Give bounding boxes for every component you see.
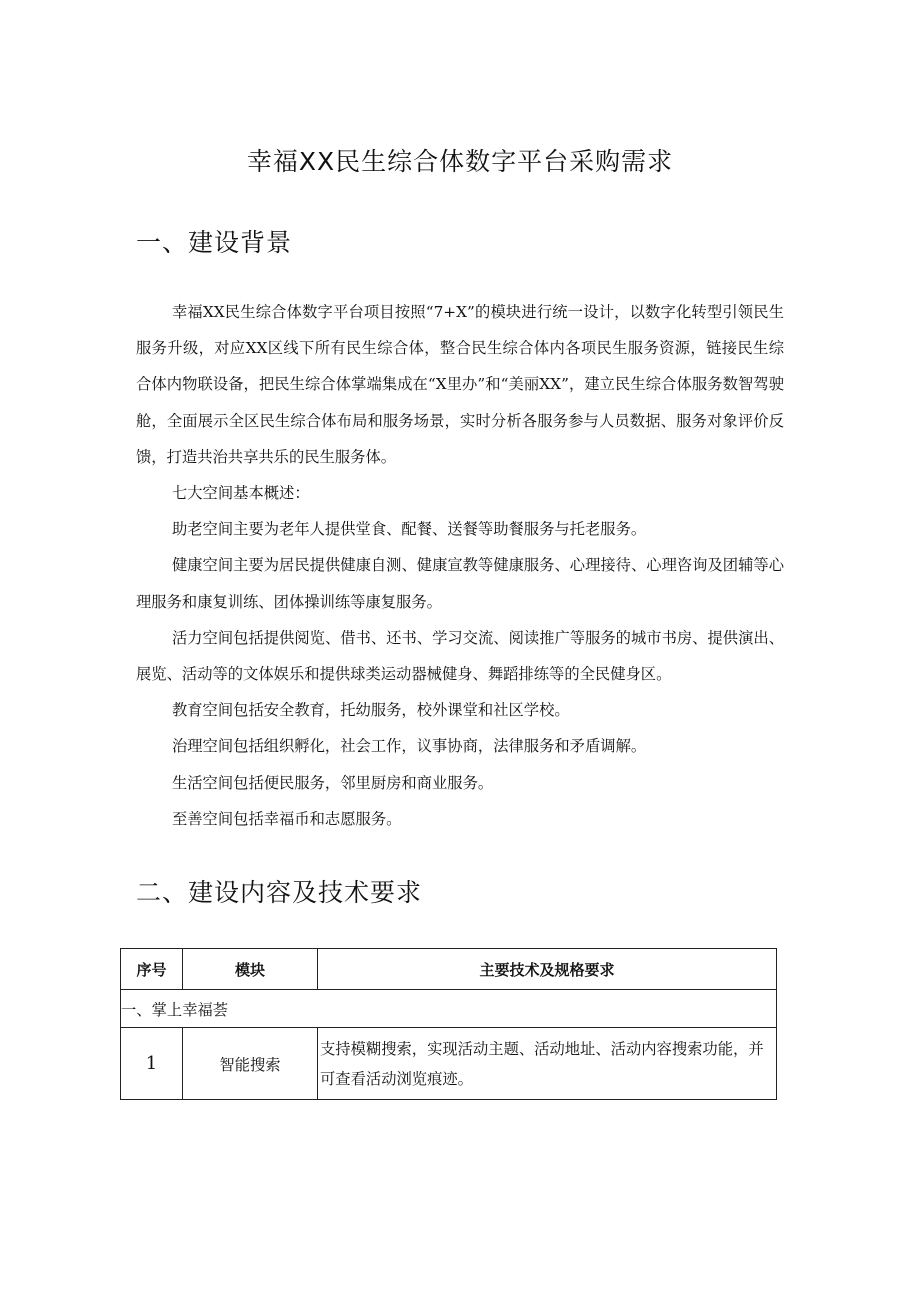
space-charity: 至善空间包括幸福币和志愿服务。 xyxy=(171,809,402,828)
space-living: 生活空间包括便民服务，邻里厨房和商业服务。 xyxy=(171,773,494,792)
header-seq: 序号 xyxy=(121,949,183,990)
space-education: 教育空间包括安全教育，托幼服务，校外课堂和社区学校。 xyxy=(171,701,570,720)
header-module: 模块 xyxy=(183,949,318,990)
table-row xyxy=(121,1028,777,1100)
table-group-row xyxy=(121,990,777,1028)
section-heading-requirements: 二、建设内容及技术要求 xyxy=(136,878,423,907)
spaces-label: 七大空间基本概述： xyxy=(171,484,310,502)
group-label: 一、掌上幸福荟 xyxy=(121,990,777,1028)
table-header-row xyxy=(121,949,777,990)
row-requirement: 支持模糊搜索，实现活动主题、活动地址、活动内容搜索功能，并可查看活动浏览痕迹。 xyxy=(318,1028,777,1100)
spaces-overview xyxy=(136,475,784,837)
space-vitality: 活力空间包括提供阅览、借书、还书、学习交流、阅读推广等服务的城市书房、提供演出、展览、活动等的文体娱乐和提供球类运动器械健身、舞蹈排练等的全民健身区。 xyxy=(136,628,784,684)
row-number: 1 xyxy=(121,1028,183,1100)
header-requirement: 主要技术及规格要求 xyxy=(318,949,777,990)
row-module: 智能搜索 xyxy=(183,1028,318,1100)
section-heading-background: 一、建设背景 xyxy=(136,228,293,257)
space-governance: 治理空间包括组织孵化，社会工作，议事协商，法律服务和矛盾调解。 xyxy=(171,737,647,756)
document-title: 幸福XX民生综合体数字平台采购需求 xyxy=(246,147,674,176)
background-paragraph xyxy=(136,294,784,475)
space-health: 健康空间主要为居民提供健康自测、健康宣教等健康服务、心理接待、心理咨询及团辅等心理服务和康复训练、团体操训练等康复服务。 xyxy=(136,556,784,611)
space-elderly: 助老空间主要为老年人提供堂食、配餐、送餐等助餐服务与托老服务。 xyxy=(171,520,647,539)
intro-paragraph: 幸福XX民生综合体数字平台项目按照“7+X”的模块进行统一设计，以数字化转型引领民生服务升级，对应XX区线下所有民生综合体，整合民生综合体内各项民生服务资源，链接民生综合体内物联设备，把民生综合体掌端集成在“X里办”和“美丽XX”，建立民生综合体服务数智驾驶舱，全面展示全区民生综合体布局和服务场景，实时分析各服务参与人员数据、服务对象评价反馈，打造共治共享共乐的民生服务体。 xyxy=(136,303,784,466)
requirements-table xyxy=(120,948,777,1100)
